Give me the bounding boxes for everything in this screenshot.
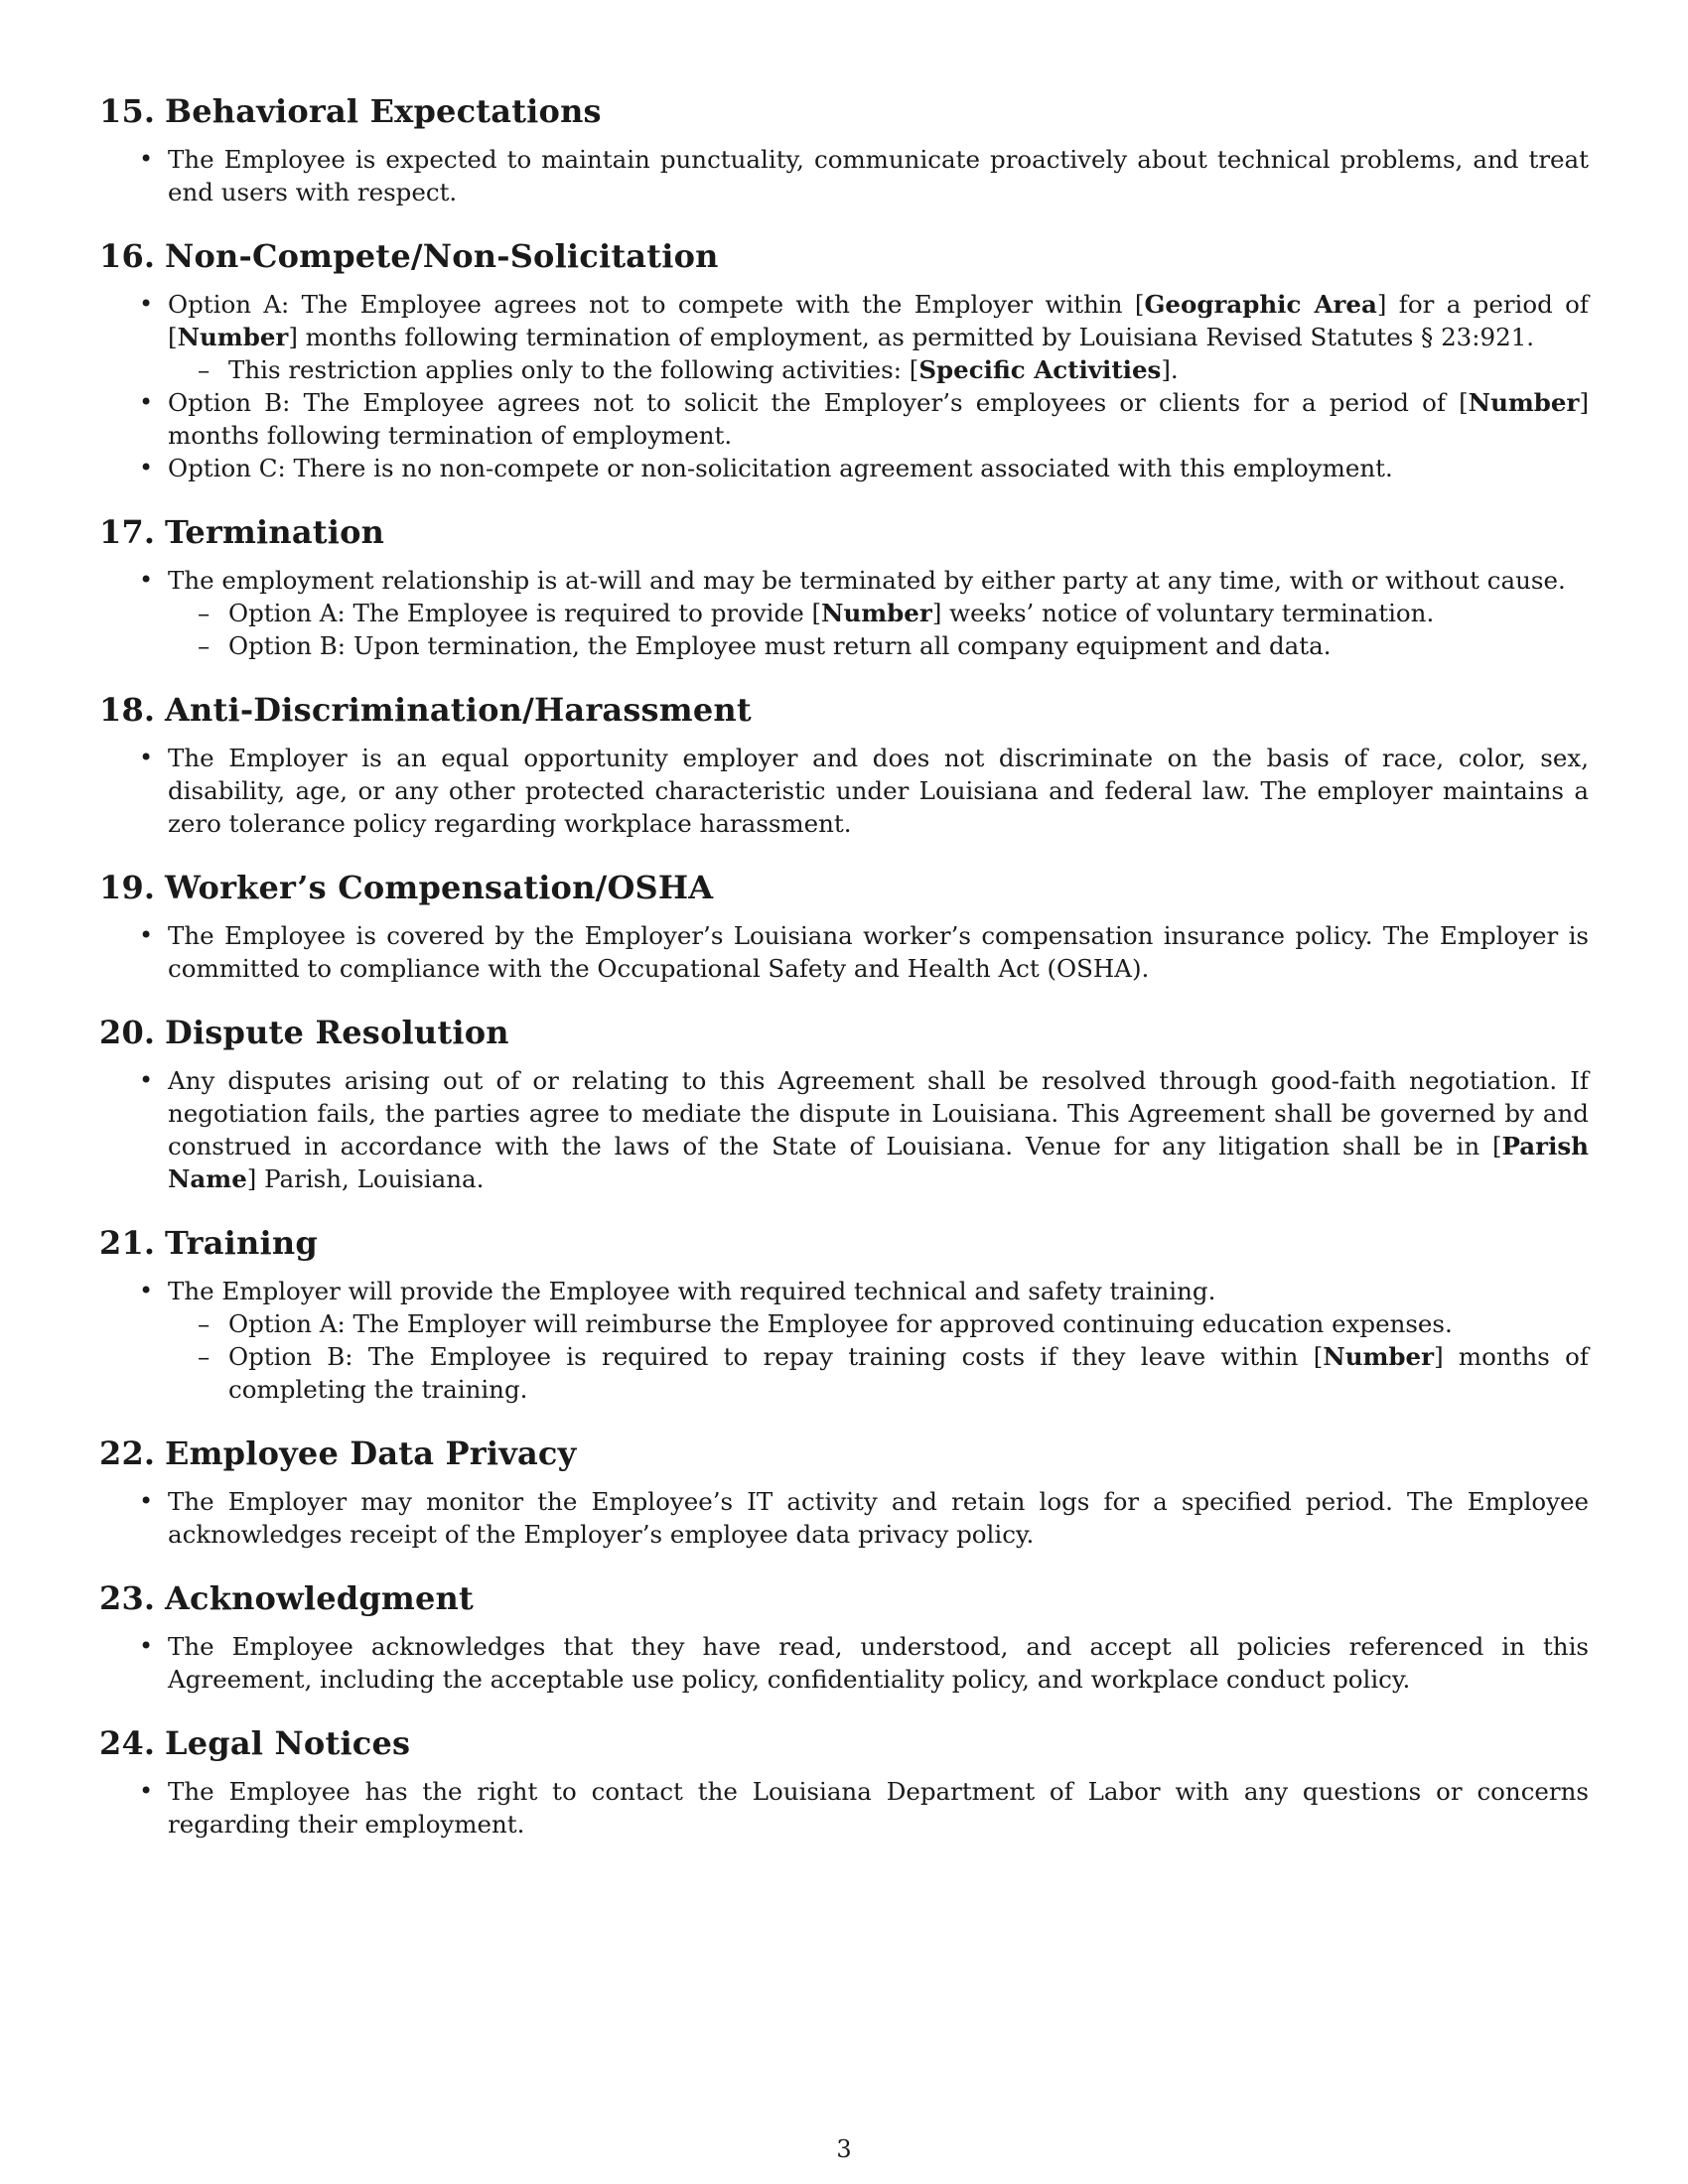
bullet-list (99, 564, 1589, 662)
item-text: The Employee is covered by the Employer’s Louisiana worker’s compensation insurance policy. The Employer is committed to compliance with the Occupational Safety and Health Act (OSHA). (168, 921, 1589, 983)
sub-list (168, 353, 1589, 386)
item-text: ] months following termination of employment, as permitted by Louisiana Revised Statutes § 23:921. (288, 323, 1535, 351)
sub-list-item (168, 597, 1589, 629)
section-title: Employee Data Privacy (165, 1434, 577, 1472)
bullet-list (99, 1485, 1589, 1551)
item-text: Option B: The Employee is required to repay training costs if they leave within [ (228, 1342, 1324, 1371)
section-legal-notices (99, 1723, 1589, 1841)
list-item (99, 288, 1589, 386)
section-number: 18. (99, 691, 156, 729)
section-termination (99, 512, 1589, 662)
section-title: Dispute Resolution (165, 1014, 509, 1051)
section-title: Legal Notices (165, 1724, 411, 1762)
item-text: Option B: Upon termination, the Employee must return all company equipment and data. (228, 631, 1332, 660)
item-text: This restriction applies only to the following activities: [ (228, 355, 919, 384)
document-body (99, 91, 1589, 1868)
item-text: ] for a period of [ (168, 290, 1590, 351)
list-item (99, 452, 1589, 484)
section-number: 16. (99, 237, 156, 275)
list-item (99, 1630, 1589, 1696)
bullet-list (99, 1064, 1589, 1195)
section-heading (99, 1578, 1589, 1618)
section-heading (99, 512, 1589, 552)
list-item (99, 386, 1589, 452)
item-text: The Employee is expected to maintain punctuality, communicate proactively about technical problems, and treat end users with respect. (168, 145, 1589, 206)
list-item (99, 1485, 1589, 1551)
bullet-list (99, 288, 1589, 484)
section-heading (99, 91, 1589, 131)
section-training (99, 1223, 1589, 1406)
bullet-list (99, 1630, 1589, 1696)
placeholder-field: Number (1323, 1342, 1435, 1371)
section-heading (99, 1723, 1589, 1763)
list-item (99, 143, 1589, 208)
bullet-list (99, 919, 1589, 985)
section-number: 24. (99, 1724, 156, 1762)
bullet-list (99, 1275, 1589, 1406)
section-non-compete-non-solicitation (99, 236, 1589, 484)
section-heading (99, 1013, 1589, 1052)
item-text: The Employer will provide the Employee with required technical and safety training. (168, 1277, 1216, 1305)
section-title: Acknowledgment (165, 1579, 474, 1617)
item-text: Any disputes arising out of or relating to this Agreement shall be resolved through good-faith negotiation. If negotiation fails, the parties agree to mediate the dispute in Louisiana. This Agreement shall be governed by and construed in accordance with the laws of the State of Louisiana. Venue for any litigation shall be in [ (168, 1066, 1589, 1160)
section-title: Non-Compete/Non-Solicitation (165, 237, 719, 275)
item-text: The employment relationship is at-will and may be terminated by either party at any time, with or without cause. (168, 566, 1566, 595)
section-title: Training (165, 1224, 318, 1262)
section-heading (99, 868, 1589, 907)
section-number: 23. (99, 1579, 156, 1617)
page-number: 3 (836, 2135, 852, 2163)
item-text: Option A: The Employee agrees not to compete with the Employer within [ (168, 290, 1145, 319)
item-text: ] months following termination of employment. (168, 388, 1589, 450)
bullet-list (99, 1775, 1589, 1841)
sub-list (168, 1307, 1589, 1406)
item-text: ] weeks’ notice of voluntary termination. (931, 599, 1435, 627)
item-text: Option B: The Employee agrees not to solicit the Employer’s employees or clients for a period of [ (168, 388, 1469, 417)
placeholder-field: Parish Name (168, 1132, 1589, 1193)
item-text: The Employer may monitor the Employee’s IT activity and retain logs for a specified period. The Employee acknowledges receipt of the Employer’s employee data privacy policy. (168, 1487, 1589, 1549)
section-number: 21. (99, 1224, 156, 1262)
item-text: Option A: The Employer will reimburse the Employee for approved continuing education expenses. (228, 1309, 1453, 1338)
item-text: Option C: There is no non-compete or non-solicitation agreement associated with this employment. (168, 454, 1393, 482)
placeholder-field: Number (821, 599, 932, 627)
section-anti-discrimination-harassment (99, 690, 1589, 840)
item-text: Option A: The Employee is required to provide [ (228, 599, 822, 627)
section-behavioral-expectations (99, 91, 1589, 208)
sub-list-item (168, 629, 1589, 662)
list-item (99, 1064, 1589, 1195)
section-heading (99, 690, 1589, 730)
item-text: The Employee acknowledges that they have read, understood, and accept all policies referenced in this Agreement, including the acceptable use policy, confidentiality policy, and workplace conduct policy. (168, 1632, 1589, 1694)
section-number: 20. (99, 1014, 156, 1051)
sub-list-item (168, 1340, 1589, 1406)
sub-list-item (168, 353, 1589, 386)
item-text: ] Parish, Louisiana. (246, 1164, 485, 1193)
section-acknowledgment (99, 1578, 1589, 1696)
section-number: 15. (99, 92, 156, 130)
section-title: Anti-Discrimination/Harassment (165, 691, 752, 729)
section-number: 22. (99, 1434, 156, 1472)
item-text: ] months of completing the training. (228, 1342, 1589, 1404)
list-item (99, 742, 1589, 840)
section-dispute-resolution (99, 1013, 1589, 1195)
section-title: Worker’s Compensation/OSHA (165, 869, 714, 906)
placeholder-field: Geographic Area (1144, 290, 1377, 319)
list-item (99, 564, 1589, 662)
placeholder-field: Specific Activities (918, 355, 1162, 384)
sub-list (168, 597, 1589, 662)
item-text: The Employee has the right to contact the Louisiana Department of Labor with any questions or concerns regarding their employment. (168, 1777, 1589, 1839)
section-title: Behavioral Expectations (165, 92, 602, 130)
sub-list-item (168, 1307, 1589, 1340)
section-heading (99, 236, 1589, 276)
item-text: The Employer is an equal opportunity employer and does not discriminate on the basis of race, color, sex, disability, age, or any other protected characteristic under Louisiana and federal law. The employer maintains a zero tolerance policy regarding workplace harassment. (168, 744, 1589, 838)
section-heading (99, 1223, 1589, 1263)
bullet-list (99, 143, 1589, 208)
list-item (99, 919, 1589, 985)
section-number: 19. (99, 869, 156, 906)
section-title: Termination (165, 513, 385, 551)
list-item (99, 1775, 1589, 1841)
bullet-list (99, 742, 1589, 840)
list-item (99, 1275, 1589, 1406)
placeholder-field: Number (177, 323, 289, 351)
placeholder-field: Number (1468, 388, 1580, 417)
section-employee-data-privacy (99, 1433, 1589, 1551)
section-number: 17. (99, 513, 156, 551)
item-text: ]. (1161, 355, 1179, 384)
section-heading (99, 1433, 1589, 1473)
section-worker-s-compensation-osha (99, 868, 1589, 985)
